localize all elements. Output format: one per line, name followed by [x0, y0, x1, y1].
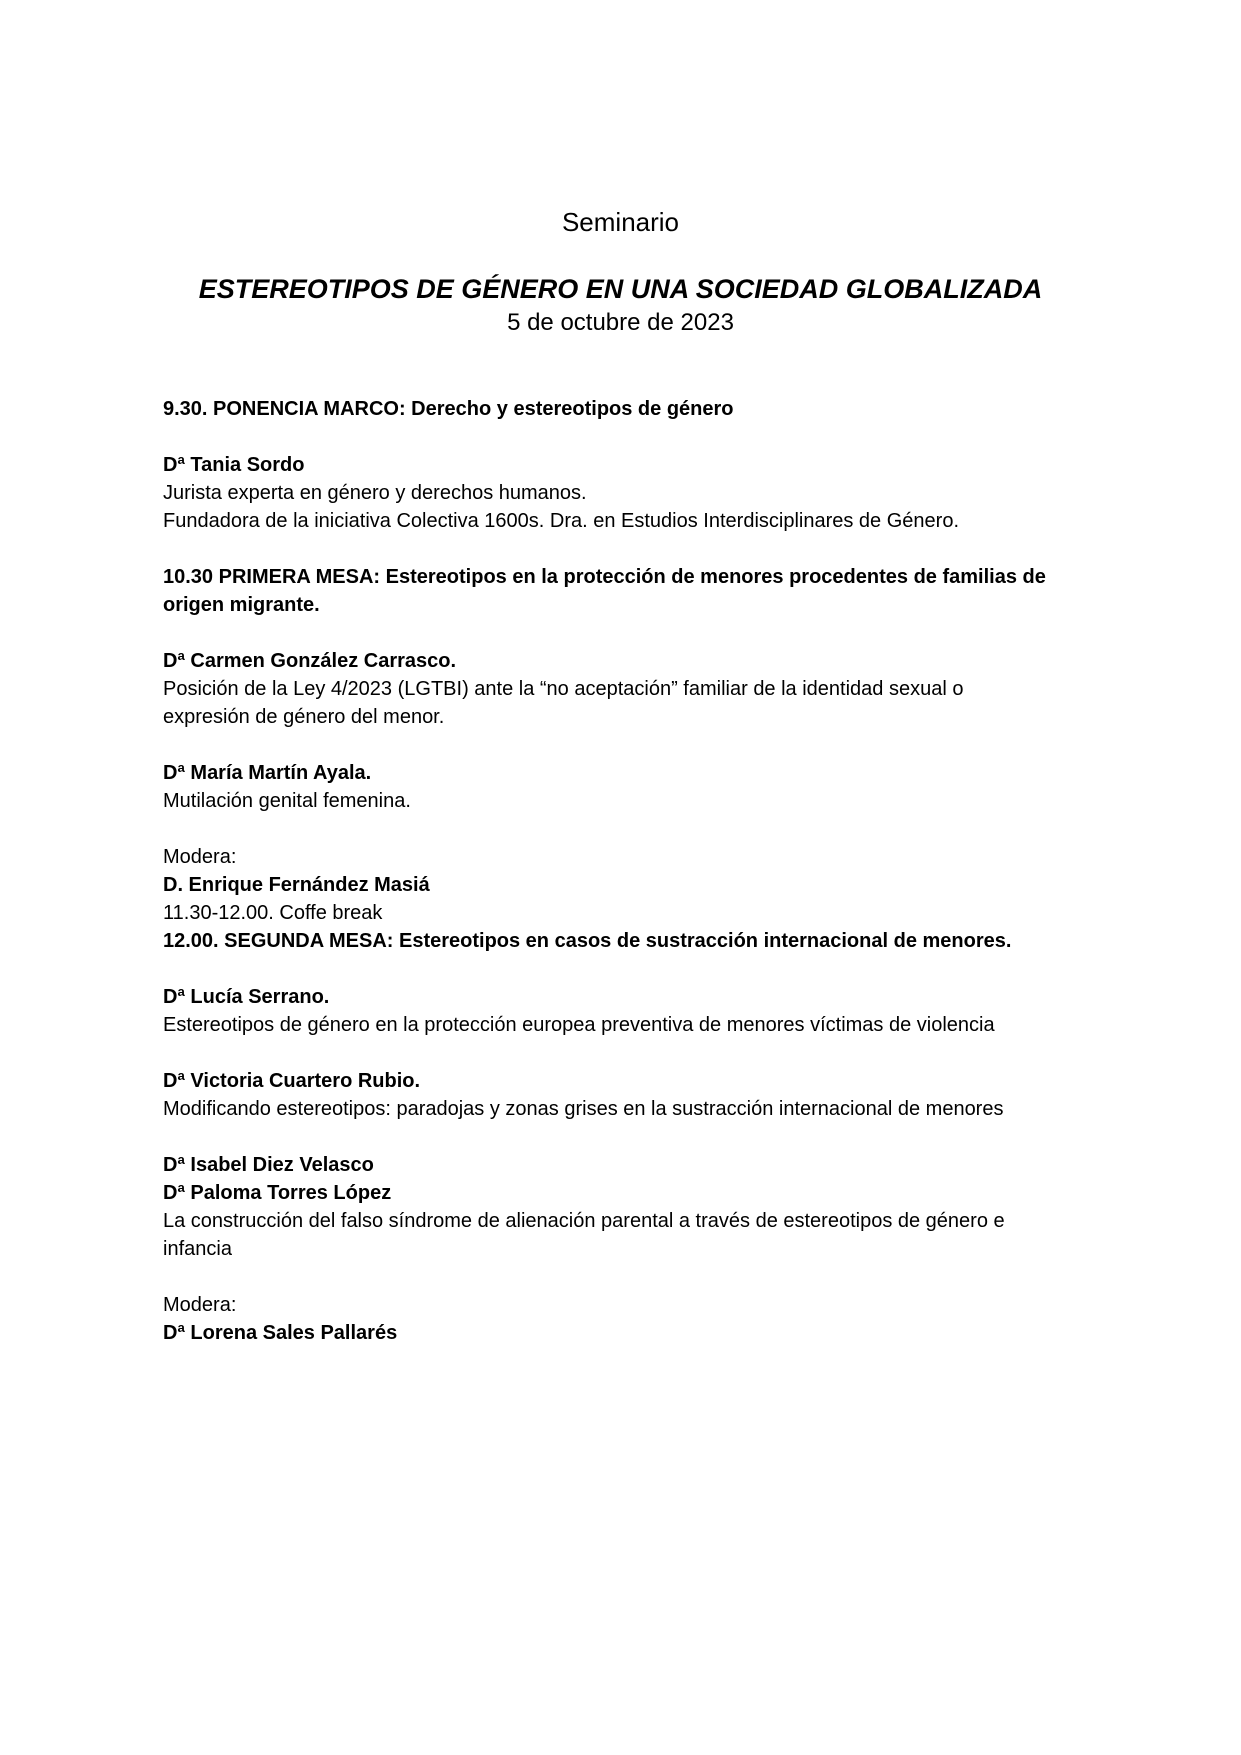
seminar-title: ESTEREOTIPOS DE GÉNERO EN UNA SOCIEDAD GLOBALIZADA — [198, 274, 1043, 304]
talk-title-line: Mutilación genital femenina. — [163, 790, 411, 812]
session-heading-line: 10.30 PRIMERA MESA: Estereotipos en la protección de menores procedentes de familias de — [163, 566, 1046, 588]
speaker-block-carmen-gonzalez — [163, 647, 1078, 731]
seminar-date: 5 de octubre de 2023 — [507, 309, 734, 336]
talk-title-line: La construcción del falso síndrome de alienación parental a través de estereotipos de género e — [163, 1210, 1005, 1232]
moderator-label: Modera: — [163, 846, 237, 868]
speaker-bio-line: Jurista experta en género y derechos humanos. — [163, 482, 587, 504]
moderator-name: D. Enrique Fernández Masiá — [163, 874, 430, 896]
moderator-block-segunda-mesa — [163, 1291, 1078, 1347]
speaker-name: Dª Carmen González Carrasco. — [163, 650, 457, 672]
speaker-block-victoria-cuartero — [163, 1067, 1078, 1123]
session-heading-primera-mesa — [163, 563, 1078, 619]
moderator-block-primera-mesa — [163, 843, 1078, 899]
speaker-block-maria-martin — [163, 759, 1078, 815]
speaker-block-lucia-serrano — [163, 983, 1078, 1039]
session-heading-ponencia: 9.30. PONENCIA MARCO: Derecho y estereotipos de género — [163, 398, 734, 420]
seminar-kicker: Seminario — [561, 207, 680, 237]
moderator-label: Modera: — [163, 1294, 237, 1316]
speaker-block-tania-sordo — [163, 451, 1078, 535]
coffee-break: 11.30-12.00. Coffe break — [163, 902, 383, 924]
speaker-name: Dª María Martín Ayala. — [163, 762, 372, 784]
moderator-name: Dª Lorena Sales Pallarés — [163, 1322, 398, 1344]
speaker-bio-line: Fundadora de la iniciativa Colectiva 1600s. Dra. en Estudios Interdisciplinares de Género. — [163, 510, 959, 532]
speaker-name: Dª Tania Sordo — [163, 454, 305, 476]
speaker-name: Dª Victoria Cuartero Rubio. — [163, 1070, 421, 1092]
session-heading-line: origen migrante. — [163, 594, 320, 616]
speaker-block-isabel-paloma — [163, 1151, 1078, 1263]
talk-title-line: expresión de género del menor. — [163, 706, 445, 728]
talk-title-line: infancia — [163, 1238, 232, 1260]
talk-title-line: Modificando estereotipos: paradojas y zonas grises en la sustracción internacional de menores — [163, 1098, 1004, 1120]
session-primera-mesa — [163, 563, 1078, 899]
session-ponencia-marco — [163, 395, 1078, 535]
speaker-name: Dª Lucía Serrano. — [163, 986, 330, 1008]
speaker-name: Dª Paloma Torres López — [163, 1182, 392, 1204]
session-heading-segunda-mesa: 12.00. SEGUNDA MESA: Estereotipos en casos de sustracción internacional de menores. — [163, 930, 1012, 952]
session-segunda-mesa — [163, 927, 1078, 1347]
talk-title-line: Posición de la Ley 4/2023 (LGTBI) ante la “no aceptación” familiar de la identidad sexual o — [163, 678, 964, 700]
speaker-name: Dª Isabel Diez Velasco — [163, 1154, 374, 1176]
talk-title-line: Estereotipos de género en la protección europea preventiva de menores víctimas de violencia — [163, 1014, 995, 1036]
